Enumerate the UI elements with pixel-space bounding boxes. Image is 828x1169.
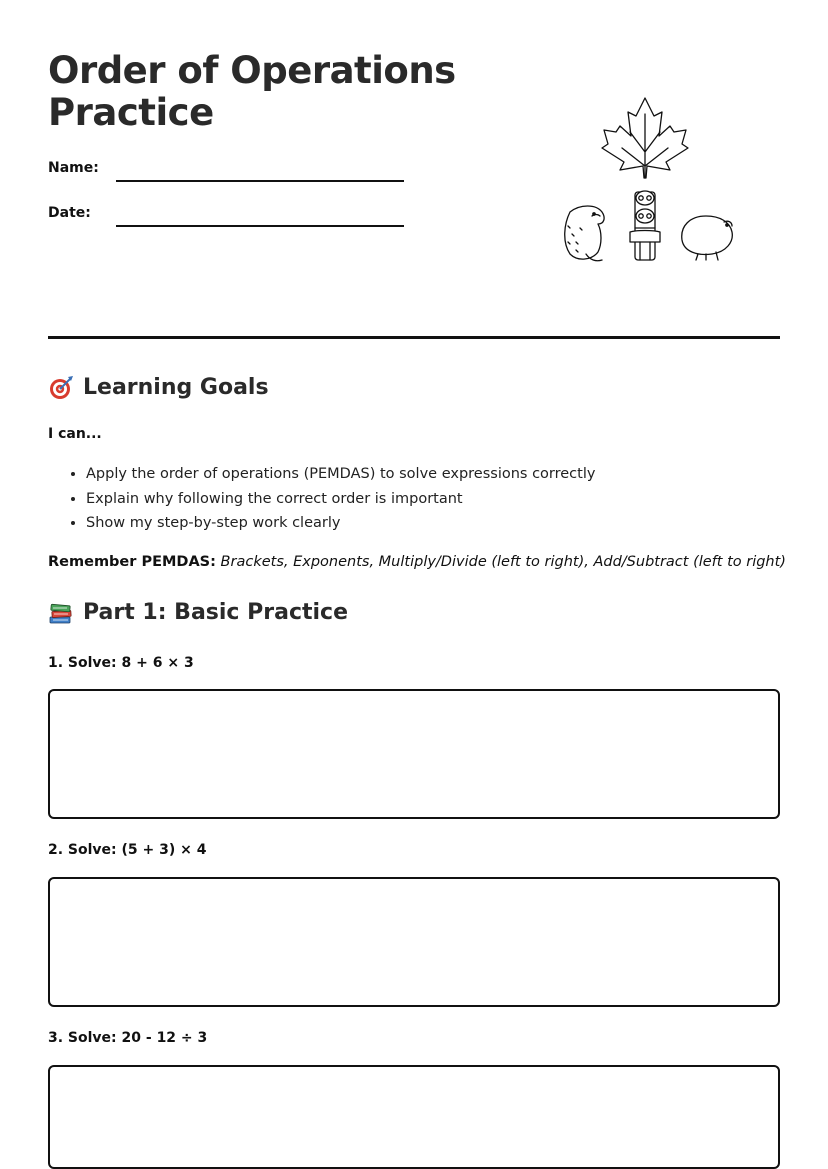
pemdas-label: Remember PEMDAS:: [48, 554, 216, 570]
target-icon: [48, 374, 74, 400]
header-divider: [48, 336, 780, 339]
page-title: [48, 50, 468, 134]
part1-heading: [48, 599, 348, 625]
pemdas-text: Brackets, Exponents, Multiply/Divide (left to right), Add/Subtract (left to right): [220, 554, 786, 570]
title-line-1: Order of Operations: [48, 49, 456, 92]
list-item: • Apply the order of operations (PEMDAS) to solve expressions correctly: [86, 462, 595, 487]
learning-goals-list: [48, 462, 595, 536]
maple-leaf-icon: [602, 98, 688, 178]
books-icon: [48, 599, 74, 625]
learning-goals-heading: [48, 374, 269, 400]
answer-box-2[interactable]: [48, 877, 780, 1007]
question-3-prompt: 3. Solve: 20 - 12 ÷ 3: [48, 1030, 208, 1046]
beaver-icon: [682, 216, 733, 260]
canadian-clipart: [556, 92, 746, 264]
i-can-label: I can...: [48, 426, 102, 442]
answer-box-1[interactable]: [48, 689, 780, 819]
title-line-2: Practice: [48, 91, 214, 134]
name-label: Name:: [48, 160, 99, 176]
learning-goals-title: Learning Goals: [83, 374, 269, 400]
name-field[interactable]: [116, 180, 404, 182]
date-field[interactable]: [116, 225, 404, 227]
date-label: Date:: [48, 205, 91, 221]
list-item: • Show my step-by-step work clearly: [86, 511, 595, 536]
part1-title: Part 1: Basic Practice: [83, 599, 348, 625]
question-2-prompt: 2. Solve: (5 + 3) × 4: [48, 842, 207, 858]
question-1-prompt: 1. Solve: 8 + 6 × 3: [48, 655, 194, 671]
beaver-icon: [565, 206, 604, 261]
pemdas-reminder: [48, 554, 786, 570]
list-item: • Explain why following the correct order is important: [86, 487, 595, 512]
totem-pole-icon: [630, 191, 660, 260]
answer-box-3[interactable]: [48, 1065, 780, 1169]
